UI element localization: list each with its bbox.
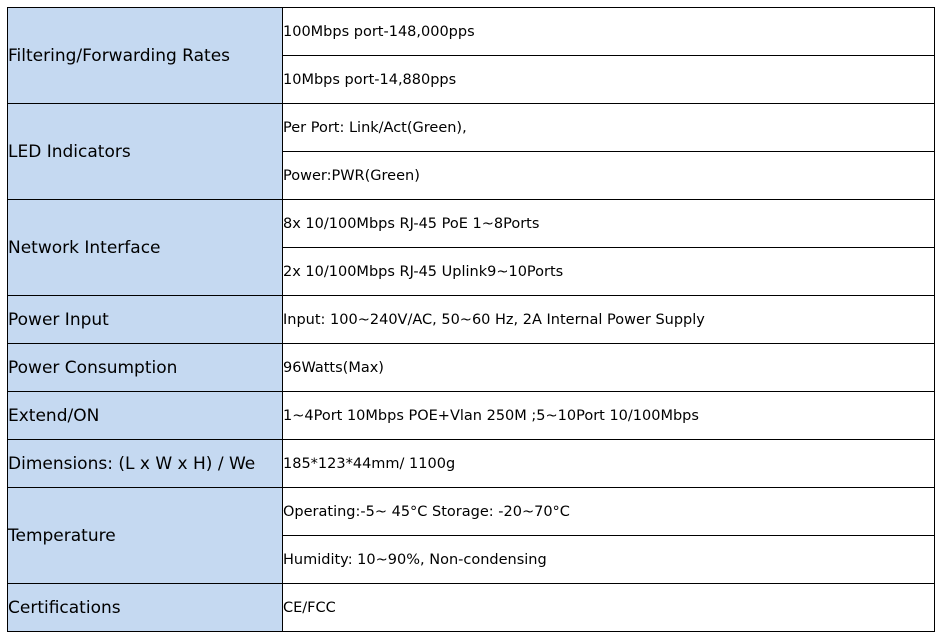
spec-value: CE/FCC	[283, 599, 336, 616]
table-row	[8, 392, 935, 440]
table-row	[8, 200, 935, 248]
spec-label-cell	[8, 584, 283, 632]
spec-value-cell	[283, 584, 935, 632]
table-row	[8, 584, 935, 632]
spec-value: 10Mbps port-14,880pps	[283, 71, 457, 88]
spec-value-cell	[283, 440, 935, 488]
table-row	[8, 296, 935, 344]
spec-value-cell	[283, 248, 935, 296]
spec-value-cell	[283, 344, 935, 392]
spec-value-cell	[283, 536, 935, 584]
spec-label-cell	[8, 488, 283, 584]
spec-label-cell	[8, 8, 283, 104]
spec-label-cell	[8, 296, 283, 344]
spec-value: Per Port: Link/Act(Green),	[283, 119, 467, 136]
spec-label: Power Input	[8, 309, 109, 330]
spec-table	[7, 7, 935, 632]
spec-value-cell	[283, 152, 935, 200]
spec-value-cell	[283, 488, 935, 536]
spec-value: Operating:-5~ 45°C Storage: -20~70°C	[283, 503, 570, 520]
spec-value-cell	[283, 56, 935, 104]
spec-value-cell	[283, 200, 935, 248]
spec-label: Certifications	[8, 597, 121, 618]
spec-label: Network Interface	[8, 237, 161, 258]
spec-label: Temperature	[8, 525, 116, 546]
spec-label: Filtering/Forwarding Rates	[8, 45, 231, 66]
spec-label: Power Consumption	[8, 357, 178, 378]
spec-value-cell	[283, 8, 935, 56]
table-row	[8, 104, 935, 152]
spec-value: 100Mbps port-148,000pps	[283, 23, 475, 40]
spec-value: Humidity: 10~90%, Non-condensing	[283, 551, 547, 568]
table-row	[8, 440, 935, 488]
table-row	[8, 488, 935, 536]
spec-label-cell	[8, 104, 283, 200]
spec-value-cell	[283, 104, 935, 152]
spec-label: Dimensions: (L x W x H) / We	[8, 453, 256, 474]
table-row	[8, 8, 935, 56]
spec-label: LED Indicators	[8, 141, 131, 162]
spec-value: Power:PWR(Green)	[283, 167, 420, 184]
spec-value-cell	[283, 296, 935, 344]
spec-value: 185*123*44mm/ 1100g	[283, 455, 456, 472]
spec-value: 1~4Port 10Mbps POE+Vlan 250M ;5~10Port 10/100Mbps	[283, 407, 699, 424]
spec-value-cell	[283, 392, 935, 440]
table-row	[8, 344, 935, 392]
spec-value: 8x 10/100Mbps RJ-45 PoE 1~8Ports	[283, 215, 540, 232]
spec-value: Input: 100~240V/AC, 50~60 Hz, 2A Internal Power Supply	[283, 311, 705, 328]
spec-label-cell	[8, 392, 283, 440]
spec-label: Extend/ON	[8, 405, 100, 426]
spec-label-cell	[8, 344, 283, 392]
spec-value: 2x 10/100Mbps RJ-45 Uplink9~10Ports	[283, 263, 564, 280]
spec-label-cell	[8, 200, 283, 296]
spec-value: 96Watts(Max)	[283, 359, 384, 376]
spec-label-cell	[8, 440, 283, 488]
